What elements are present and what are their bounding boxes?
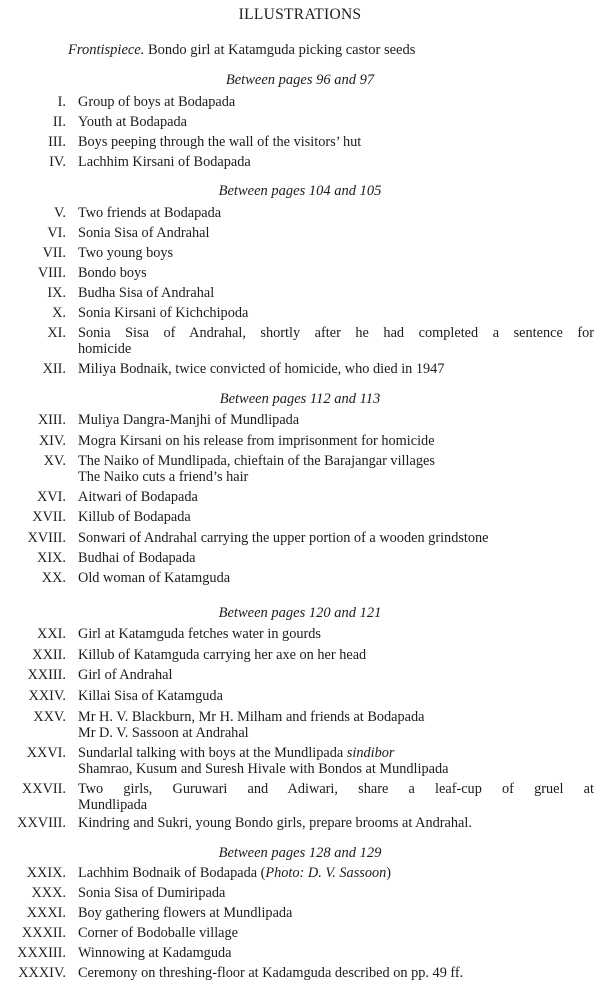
plate-caption — [78, 325, 594, 357]
plate-number: X. — [52, 305, 66, 321]
illustration-entry — [0, 489, 598, 505]
plate-number: VI. — [47, 225, 66, 241]
plate-caption — [78, 688, 594, 704]
caption-line: Budha Sisa of Andrahal — [78, 285, 215, 301]
section-heading: Between pages 96 and 97 — [225, 72, 375, 88]
plate-caption — [78, 94, 594, 110]
illustration-entry — [0, 305, 598, 321]
caption-line: Boys peeping through the wall of the visitors’ hut — [78, 134, 362, 150]
section-heading: Between pages 112 and 113 — [219, 391, 381, 407]
illustration-entry — [0, 745, 598, 777]
illustration-entry — [0, 134, 598, 150]
plate-number: III. — [48, 134, 66, 150]
illustration-entry — [0, 412, 598, 428]
plate-number: I. — [57, 94, 66, 110]
illustration-entry — [0, 433, 598, 449]
caption-line: Mr H. V. Blackburn, Mr H. Milham and friends at Bodapada — [78, 709, 425, 725]
plate-caption — [78, 647, 594, 663]
frontispiece-label: Frontispiece. — [68, 42, 145, 58]
plate-number: VIII. — [37, 265, 66, 281]
caption-line: Sonwari of Andrahal carrying the upper portion of a wooden grindstone — [78, 530, 489, 546]
plate-number: XXIII. — [27, 667, 66, 683]
plate-caption — [78, 453, 594, 485]
caption-line: Sonia Kirsani of Kichchipoda — [78, 305, 249, 321]
plate-number: XXVI. — [26, 745, 66, 761]
caption-line: Killai Sisa of Katamguda — [78, 688, 223, 704]
illustration-entry — [0, 647, 598, 663]
plate-caption — [78, 550, 594, 566]
plate-number: XXIV. — [28, 688, 66, 704]
caption-line: Muliya Dangra-Manjhi of Mundlipada — [78, 412, 300, 428]
caption-line: Mogra Kirsani on his release from imprisonment for homicide — [78, 433, 435, 449]
plate-caption — [78, 626, 594, 642]
illustration-entry — [0, 94, 598, 110]
plate-caption — [78, 433, 594, 449]
plate-caption — [78, 154, 594, 170]
plate-number: VII. — [42, 245, 66, 261]
section-heading: Between pages 104 and 105 — [218, 183, 382, 199]
plate-caption — [78, 245, 594, 261]
plate-number: XXXI. — [26, 905, 66, 921]
plate-number: V. — [53, 205, 66, 221]
illustration-entry — [0, 709, 598, 741]
section-heading: Between pages 128 and 129 — [218, 845, 382, 861]
plate-number: XVIII. — [27, 530, 66, 546]
plate-number: XVI. — [37, 489, 66, 505]
plate-number: XXIX. — [26, 865, 66, 881]
caption-line: Killub of Katamguda carrying her axe on her head — [78, 647, 367, 663]
illustration-entry — [0, 509, 598, 525]
plate-caption — [78, 905, 594, 921]
plate-caption — [78, 745, 594, 777]
plate-caption — [78, 945, 594, 961]
illustration-entry — [0, 815, 598, 831]
plate-number: XIV. — [38, 433, 66, 449]
plate-number: XXXII. — [21, 925, 66, 941]
illustration-entry — [0, 154, 598, 170]
plate-caption — [78, 885, 594, 901]
plate-number: IV. — [49, 154, 66, 170]
illustration-entry — [0, 265, 598, 281]
frontispiece-entry — [68, 42, 415, 59]
caption-line: Killub of Bodapada — [78, 509, 191, 525]
plate-caption — [78, 667, 594, 683]
caption-line: Two young boys — [78, 245, 174, 261]
plate-number: XVII. — [32, 509, 66, 525]
caption-line: Winnowing at Kadamguda — [78, 945, 232, 961]
plate-caption — [78, 305, 594, 321]
caption-line: homicide — [78, 341, 132, 357]
caption-line: Lachhim Bodnaik of Bodapada (Photo: D. V. Sassoon) — [78, 865, 392, 881]
plate-caption — [78, 530, 594, 546]
plate-caption — [78, 509, 594, 525]
illustration-entry — [0, 530, 598, 546]
plate-number: XV. — [43, 453, 66, 469]
illustration-entry — [0, 114, 598, 130]
caption-line: Bondo boys — [78, 265, 147, 281]
plate-number: XXVIII. — [17, 815, 66, 831]
plate-caption — [78, 265, 594, 281]
plate-number: XXX. — [31, 885, 66, 901]
frontispiece-text: Bondo girl at Katamguda picking castor seeds — [148, 42, 416, 58]
caption-line: Sonia Sisa of Dumiripada — [78, 885, 226, 901]
plate-number: XXXIII. — [17, 945, 66, 961]
caption-line: The Naiko of Mundlipada, chieftain of the Barajangar villages — [78, 453, 435, 469]
caption-line: Girl at Katamguda fetches water in gourds — [78, 626, 321, 642]
italic-term: sindibor — [346, 745, 395, 761]
caption-line: Sundarlal talking with boys at the Mundlipada sindibor — [78, 745, 395, 761]
plate-caption — [78, 709, 594, 741]
plate-number: XX. — [41, 570, 66, 586]
caption-line: Kindring and Sukri, young Bondo girls, prepare brooms at Andrahal. — [78, 815, 472, 831]
plate-caption — [78, 361, 594, 377]
plate-number: XIX. — [37, 550, 66, 566]
plate-caption — [78, 781, 594, 813]
plate-caption — [78, 134, 594, 150]
illustration-entry — [0, 626, 598, 642]
caption-line: Lachhim Kirsani of Bodapada — [78, 154, 251, 170]
plate-caption — [78, 225, 594, 241]
plate-caption — [78, 114, 594, 130]
caption-line: Sonia Sisa of Andrahal, shortly after he had completed a sentence for — [78, 325, 594, 341]
illustration-entry — [0, 905, 598, 921]
plate-caption — [78, 965, 594, 981]
illustration-entry — [0, 245, 598, 261]
illustration-entry — [0, 225, 598, 241]
page-title: ILLUSTRATIONS — [238, 6, 362, 23]
caption-line: Shamrao, Kusum and Suresh Hivale with Bondos at Mundlipada — [78, 761, 449, 777]
plate-number: IX. — [47, 285, 66, 301]
illustration-entry — [0, 688, 598, 704]
caption-line: Two friends at Bodapada — [78, 205, 222, 221]
illustration-entry — [0, 570, 598, 586]
plate-caption — [78, 925, 594, 941]
plate-number: XI. — [47, 325, 66, 341]
illustration-entry — [0, 361, 598, 377]
plate-number: XIII. — [37, 412, 66, 428]
caption-line: Mr D. V. Sassoon at Andrahal — [78, 725, 249, 741]
caption-line: Miliya Bodnaik, twice convicted of homicide, who died in 1947 — [78, 361, 445, 377]
plate-number: XXI. — [37, 626, 66, 642]
caption-line: Aitwari of Bodapada — [78, 489, 198, 505]
illustration-entry — [0, 453, 598, 485]
plate-number: XXVII. — [21, 781, 66, 797]
illustration-entry — [0, 325, 598, 357]
caption-line: Old woman of Katamguda — [78, 570, 231, 586]
plate-caption — [78, 205, 594, 221]
illustration-entry — [0, 945, 598, 961]
illustration-entry — [0, 885, 598, 901]
plate-number: II. — [52, 114, 66, 130]
caption-line: Sonia Sisa of Andrahal — [78, 225, 210, 241]
plate-caption — [78, 489, 594, 505]
illustration-entry — [0, 965, 598, 981]
caption-line: Girl of Andrahal — [78, 667, 173, 683]
illustration-entry — [0, 285, 598, 301]
illustration-entry — [0, 925, 598, 941]
caption-line: Two girls, Guruwari and Adiwari, share a leaf-cup of gruel at — [78, 781, 594, 797]
caption-line: Corner of Bodoballe village — [78, 925, 239, 941]
photo-credit: Photo: D. V. Sassoon — [265, 865, 387, 881]
illustration-entry — [0, 205, 598, 221]
plate-caption — [78, 285, 594, 301]
plate-number: XII. — [42, 361, 66, 377]
plate-caption — [78, 865, 594, 881]
caption-line: Youth at Bodapada — [78, 114, 187, 130]
caption-line: Ceremony on threshing-floor at Kadamguda described on pp. 49 ff. — [78, 965, 464, 981]
plate-number: XXII. — [32, 647, 66, 663]
plate-caption — [78, 412, 594, 428]
caption-line: Boy gathering flowers at Mundlipada — [78, 905, 293, 921]
section-heading: Between pages 120 and 121 — [218, 605, 382, 621]
caption-line: The Naiko cuts a friend’s hair — [78, 469, 249, 485]
plate-caption — [78, 815, 594, 831]
illustration-entry — [0, 550, 598, 566]
plate-number: XXXIV. — [18, 965, 66, 981]
caption-line: Mundlipada — [78, 797, 148, 813]
caption-line: Budhai of Bodapada — [78, 550, 196, 566]
caption-line: Group of boys at Bodapada — [78, 94, 236, 110]
illustration-entry — [0, 865, 598, 881]
illustration-entry — [0, 781, 598, 813]
plate-number: XXV. — [33, 709, 66, 725]
illustration-entry — [0, 667, 598, 683]
plate-caption — [78, 570, 594, 586]
